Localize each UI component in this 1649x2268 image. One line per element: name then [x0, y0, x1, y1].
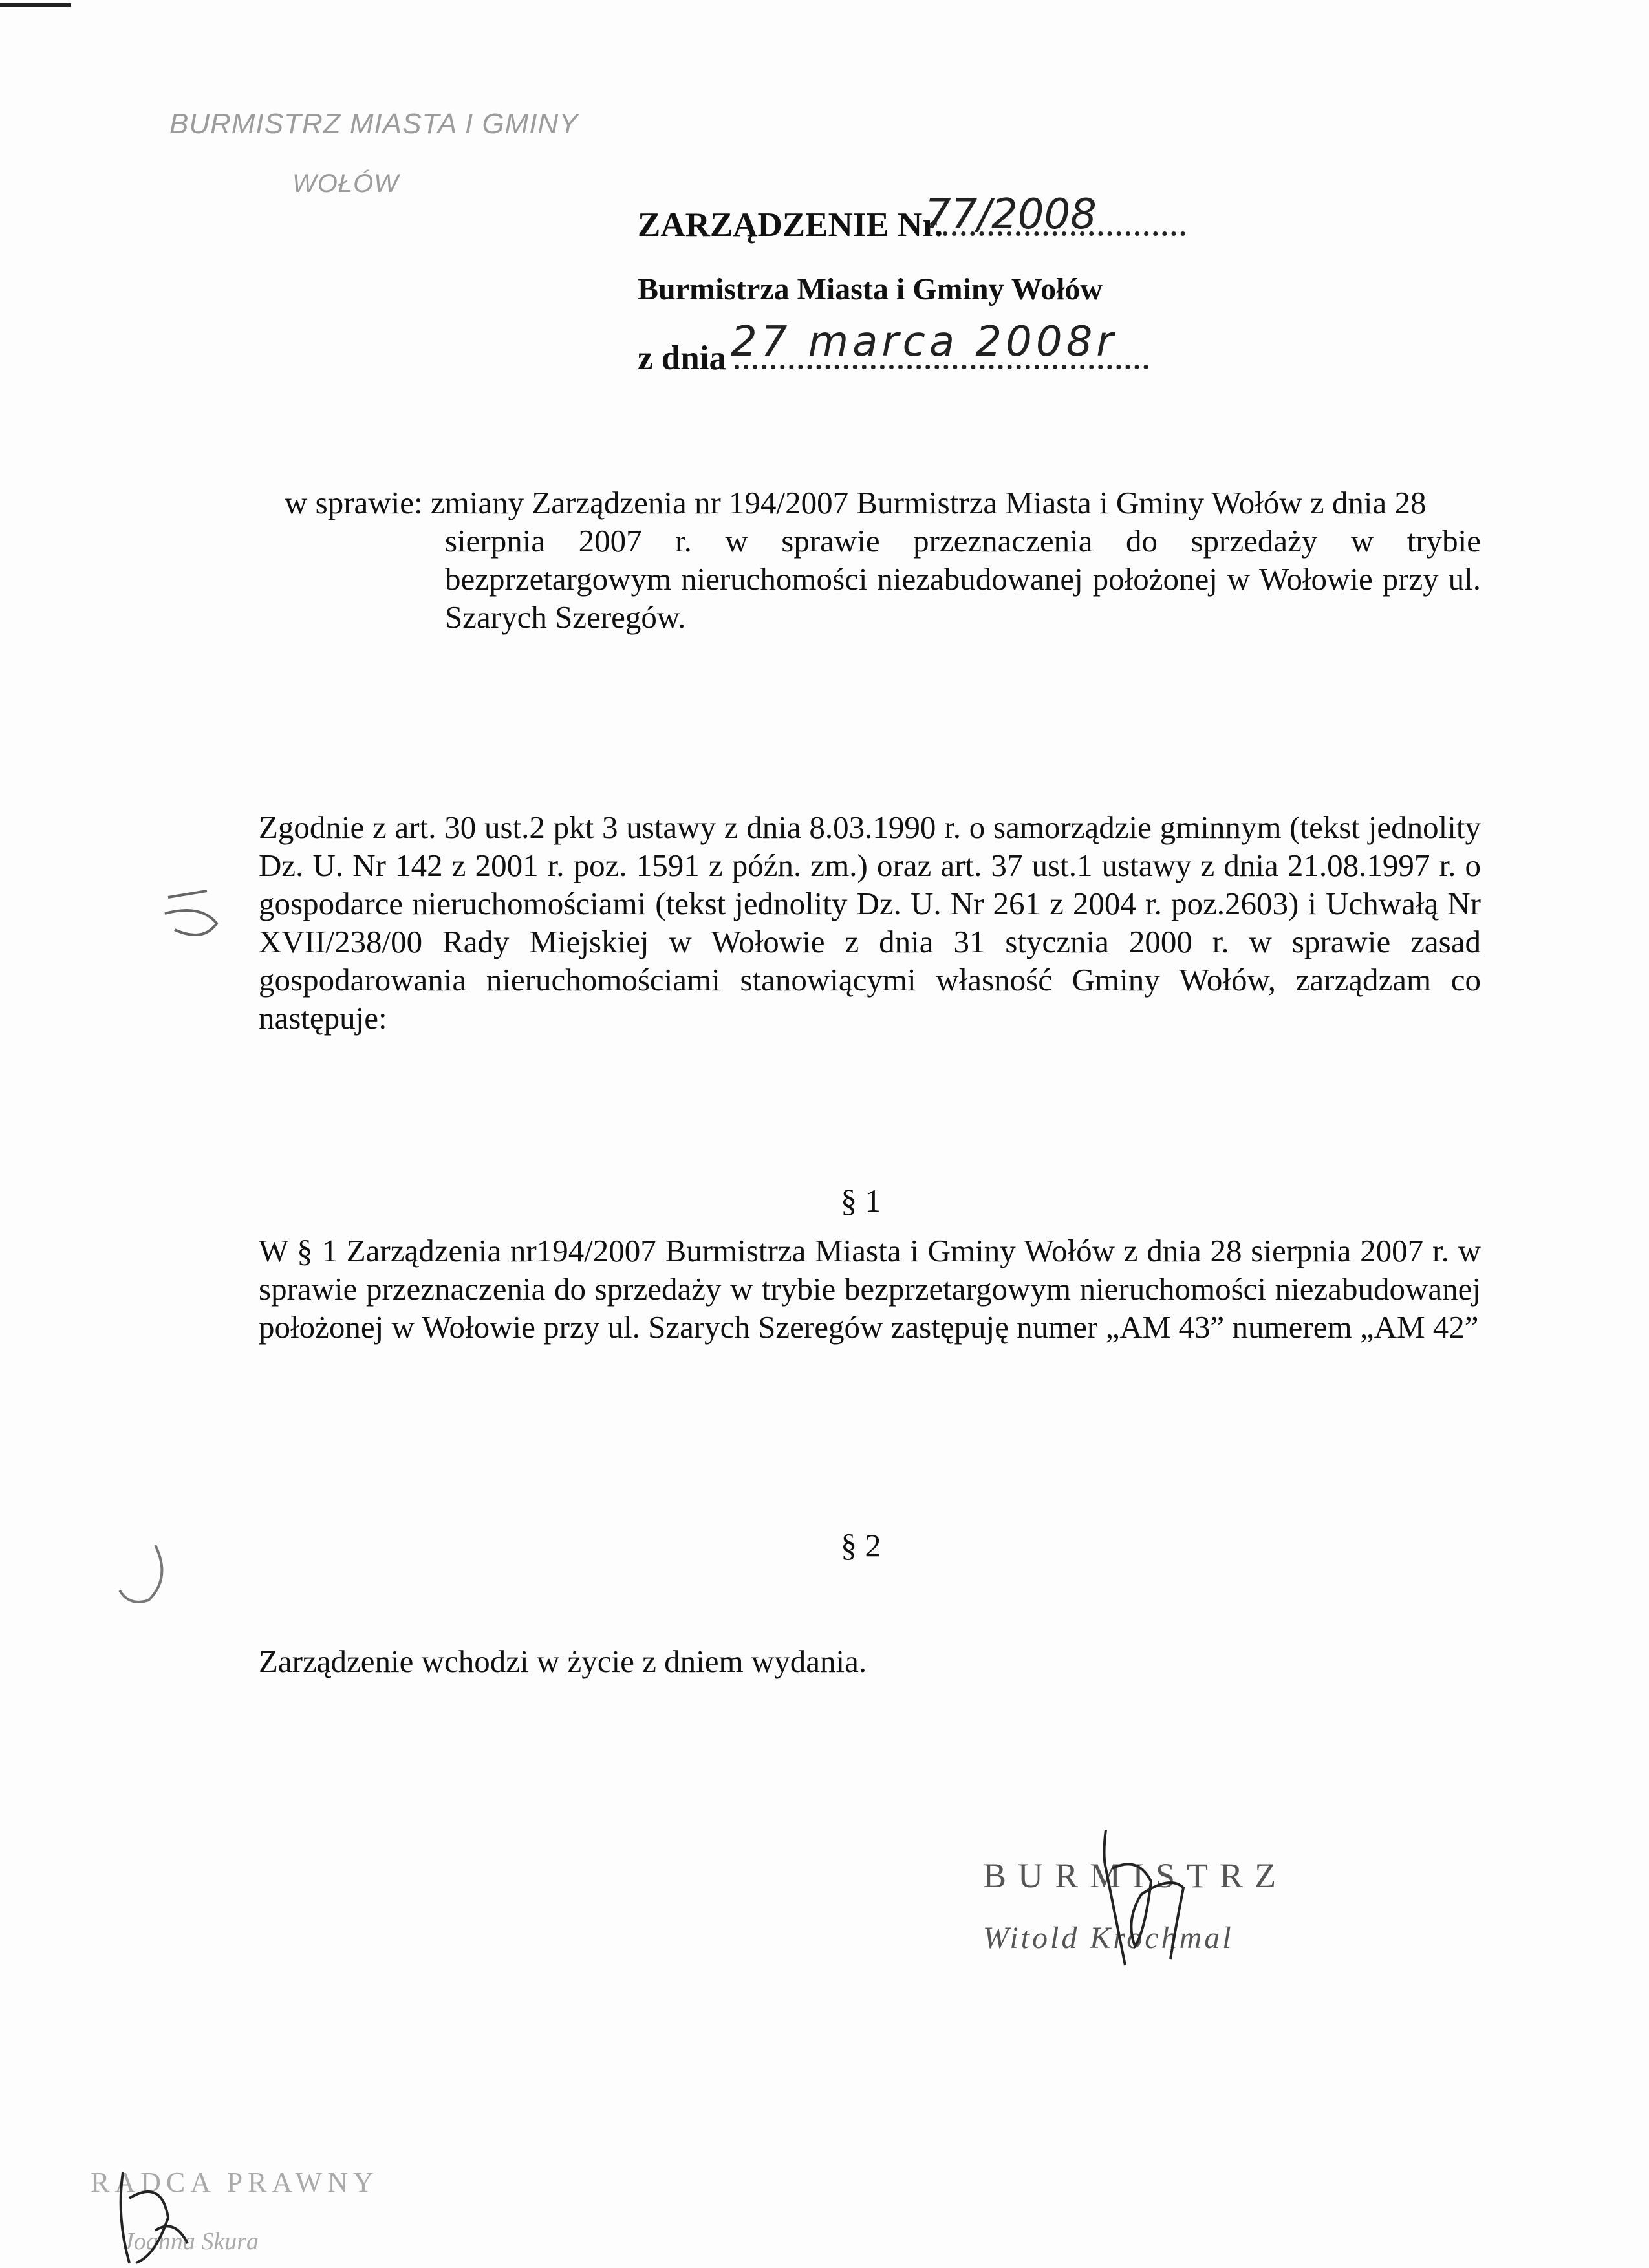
- punch-hole-mark: [110, 1539, 175, 1610]
- handwritten-number: 77/2008: [925, 191, 1097, 239]
- legal-counsel-title: RADCA PRAWNY: [91, 2166, 379, 2198]
- section-1-heading: § 1: [841, 1182, 881, 1219]
- legal-counsel-stamp: [78, 2159, 388, 2268]
- office-stamp: [169, 110, 579, 197]
- paper-clip-mark: [155, 884, 233, 949]
- handwritten-date: 27 marca 2008r: [731, 318, 1117, 366]
- section-2-heading: § 2: [841, 1527, 881, 1563]
- subject-first-line: w sprawie: zmiany Zarządzenia nr 194/2007 Burmistrza Miasta i Gminy Wołów z dnia 28: [285, 485, 1427, 520]
- document-title: [638, 208, 1185, 242]
- mayor-signature-stamp: [976, 1830, 1339, 1985]
- title-prefix: ZARZĄDZENIE Nr.: [638, 206, 943, 244]
- legal-counsel-name: Joanna Skura: [123, 2228, 259, 2255]
- office-stamp-line2: WOŁÓW: [292, 169, 399, 198]
- section-1-text: W § 1 Zarządzenia nr194/2007 Burmistrza Miasta i Gminy Wołów z dnia 28 sierpnia 2007 r. w sprawie przeznaczenia do sprzedaży w trybie bezprzetargowym nieruchomości niezabudowanej położonej w Wołowie przy ul. Szarych Szeregów zastępuję numer „AM 43” numerem „AM 42”: [259, 1233, 1481, 1345]
- legal-basis-paragraph: Zgodnie z art. 30 ust.2 pkt 3 ustawy z dnia 8.03.1990 r. o samorządzie gminnym (tekst jednolity Dz. U. Nr 142 z 2001 r. poz. 1591 z późn. zm.) oraz art. 37 ust.1 ustawy z dnia 21.08.1997 r. o gospodarce nieruchomościami (tekst jednolity Dz. U. Nr 261 z 2004 r. poz.2603) i Uchwałą Nr XVII/238/00 Rady Miejskiej w Wołowie z dnia 31 stycznia 2000 r. w sprawie zasad gospodarowania nieruchomościami stanowiącymi własność Gminy Wołów, zarządzam co następuje:: [259, 809, 1481, 1036]
- section-2-text: Zarządzenie wchodzi w życie z dniem wydania.: [259, 1643, 867, 1679]
- handwritten-signature: [976, 1830, 1339, 1985]
- signature-stamp-name: Witold Krochmal: [983, 1921, 1234, 1955]
- subject-continuation: sierpnia 2007 r. w sprawie przeznaczenia do sprzedaży w trybie bezprzetargowym nieruchomości niezabudowanej położonej w Wołowie przy ul. Szarych Szeregów.: [445, 523, 1481, 635]
- scan-edge-mark: [0, 0, 78, 26]
- date-prefix: z dnia: [638, 339, 726, 377]
- issuer-line: Burmistrza Miasta i Gminy Wołów: [638, 272, 1103, 306]
- office-stamp-line1: BURMISTRZ MIASTA I GMINY: [169, 108, 579, 140]
- legal-counsel-signature: [78, 2159, 388, 2268]
- signature-stamp-title: BURMISTRZ: [983, 1856, 1288, 1895]
- subject-paragraph: [285, 484, 1481, 636]
